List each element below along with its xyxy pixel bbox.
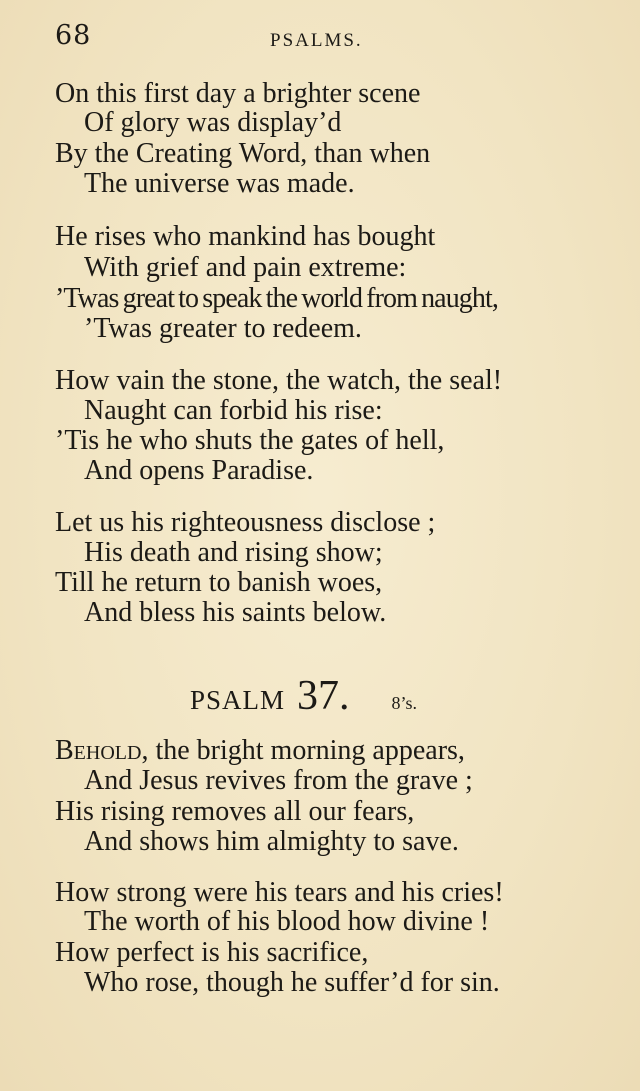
psalm-title: PSALM: [190, 685, 286, 715]
verse-line: And Jesus revives from the grave ;: [84, 765, 473, 796]
page-number: 68: [55, 20, 92, 51]
verse-line: ’Twas greater to redeem.: [84, 313, 362, 344]
verse-line: With grief and pain extreme:: [84, 252, 407, 283]
verse-line: Naught can forbid his rise:: [84, 395, 383, 426]
verse-line: ’Twas great to speak the world from naught,: [55, 283, 498, 314]
verse-line: [55, 735, 465, 767]
verse-line: Of glory was display’d: [84, 107, 342, 138]
first-word: Behold: [55, 735, 142, 766]
verse-line: And opens Paradise.: [84, 455, 314, 486]
verse-line: How vain the stone, the watch, the seal!: [55, 365, 503, 396]
verse-line: How strong were his tears and his cries!: [55, 877, 504, 908]
verse-line: He rises who mankind has bought: [55, 221, 436, 252]
verse-line: His rising removes all our fears,: [55, 796, 415, 827]
psalm-heading: [190, 672, 417, 720]
verse-line: The universe was made.: [84, 168, 355, 199]
verse-line: On this first day a brighter scene: [55, 78, 421, 109]
verse-line: Till he return to banish woes,: [55, 567, 383, 598]
verse-line: Who rose, though he suffer’d for sin.: [84, 967, 500, 998]
verse-line: By the Creating Word, than when: [55, 138, 431, 169]
verse-line: Let us his righteousness disclose ;: [55, 507, 436, 538]
verse-line: The worth of his blood how divine !: [84, 906, 490, 937]
psalm-number: 37.: [297, 673, 350, 719]
verse-line: And shows him almighty to save.: [84, 826, 459, 857]
verse-line: ’Tis he who shuts the gates of hell,: [55, 425, 445, 456]
page-header: [55, 18, 595, 58]
psalm-meter: 8’s.: [391, 693, 418, 713]
verse-line-rest: , the bright morning appears,: [141, 735, 465, 766]
running-title: PSALMS.: [270, 30, 363, 51]
verse-line: And bless his saints below.: [84, 597, 387, 628]
verse-line: How perfect is his sacrifice,: [55, 937, 369, 968]
verse-line: His death and rising show;: [84, 537, 383, 568]
